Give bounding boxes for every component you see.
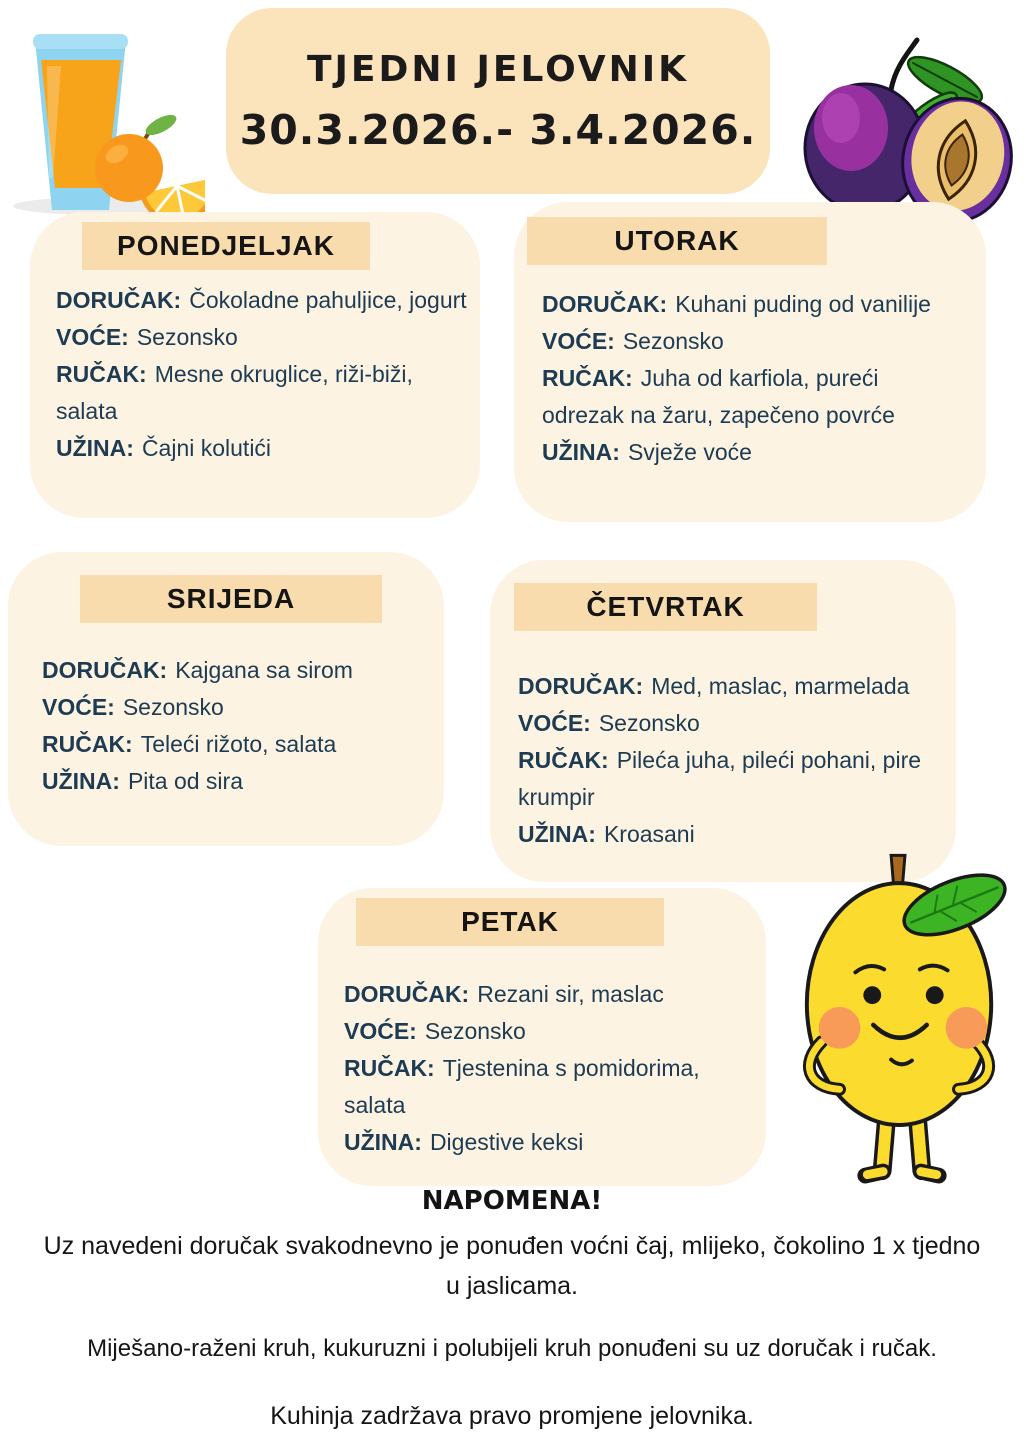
meal-value: Čajni kolutići <box>141 435 272 461</box>
day-card-ponedjeljak <box>30 212 480 518</box>
lemon-character-icon <box>788 832 1016 1192</box>
meal-value: Pita od sira <box>127 768 243 794</box>
day-header-petak <box>356 898 664 946</box>
meal-row <box>42 726 422 763</box>
meal-label: RUČAK: <box>518 747 609 773</box>
meal-label: RUČAK: <box>42 731 133 757</box>
meal-label: UŽINA: <box>518 821 596 847</box>
meal-label: UŽINA: <box>56 435 134 461</box>
meal-row <box>56 356 476 430</box>
day-title: SRIJEDA <box>166 583 296 614</box>
day-title: PONEDJELJAK <box>117 230 335 261</box>
meal-row <box>344 1050 744 1124</box>
day-menu-srijeda <box>42 652 422 800</box>
meal-value: Kroasani <box>603 821 695 847</box>
meal-label: VOĆE: <box>42 694 115 720</box>
meal-row <box>542 360 952 434</box>
day-menu-cetvrtak <box>518 668 945 853</box>
meal-label: DORUČAK: <box>42 657 168 683</box>
meal-label: RUČAK: <box>344 1055 435 1081</box>
day-card-petak <box>318 888 766 1186</box>
day-header-ponedjeljak <box>82 222 370 270</box>
meal-row <box>42 689 422 726</box>
orange-juice-icon <box>5 18 205 218</box>
meal-label: VOĆE: <box>56 324 129 350</box>
meal-row <box>344 1013 744 1050</box>
meal-value: Kuhani puding od vanilije <box>675 291 931 317</box>
meal-label: UŽINA: <box>344 1129 422 1155</box>
date-range: 30.3.2026.- 3.4.2026. <box>239 105 757 154</box>
meal-value: Digestive keksi <box>429 1129 584 1155</box>
day-title: ČETVRTAK <box>586 591 745 622</box>
day-card-srijeda <box>8 552 444 846</box>
meal-row <box>56 282 476 319</box>
meal-label: RUČAK: <box>56 361 147 387</box>
meal-value: Sezonsko <box>622 328 724 354</box>
day-title: PETAK <box>461 906 559 937</box>
meal-label: DORUČAK: <box>56 287 182 313</box>
meal-label: UŽINA: <box>42 768 120 794</box>
meal-row <box>542 286 952 323</box>
meal-row <box>56 319 476 356</box>
meal-label: RUČAK: <box>542 365 633 391</box>
meal-value: Juha od karfiola, pureći odrezak na žaru, zapečeno povrće <box>542 365 895 428</box>
meal-row <box>542 323 952 360</box>
meal-value: Svježe voće <box>627 439 752 465</box>
meal-row <box>518 668 945 705</box>
meal-row <box>42 763 422 800</box>
day-menu-utorak <box>542 286 952 471</box>
meal-value: Mesne okruglice, riži-biži, salata <box>56 361 413 424</box>
meal-value: Tjestenina s pomidorima, salata <box>344 1055 700 1118</box>
day-menu-ponedjeljak <box>56 282 476 467</box>
meal-row <box>56 430 476 467</box>
note-paragraph-3: Kuhinja zadržava pravo promjene jelovnika. <box>270 1402 754 1430</box>
meal-label: VOĆE: <box>518 710 591 736</box>
day-title: UTORAK <box>614 225 740 256</box>
note-paragraph-1: Uz navedeni doručak svakodnevno je ponuđen voćni čaj, mlijeko, čokolino 1 x tjedno u jaslicama. <box>43 1232 981 1300</box>
meal-value: Čokoladne pahuljice, jogurt <box>189 287 467 313</box>
title-card <box>226 8 770 194</box>
meal-row <box>518 742 945 816</box>
meal-value: Rezani sir, maslac <box>477 981 664 1007</box>
day-header-srijeda <box>80 575 382 623</box>
meal-value: Med, maslac, marmelada <box>651 673 910 699</box>
orange-juice-illustration <box>5 18 205 218</box>
meal-value: Sezonsko <box>424 1018 526 1044</box>
meal-value: Kajgana sa sirom <box>175 657 353 683</box>
day-menu-petak <box>344 976 744 1161</box>
meal-row <box>518 705 945 742</box>
meal-label: DORUČAK: <box>518 673 644 699</box>
meal-row <box>42 652 422 689</box>
note-paragraph-2: Miješano-raženi kruh, kukuruzni i polubijeli kruh ponuđeni su uz doručak i ručak. <box>87 1335 937 1362</box>
day-header-cetvrtak <box>514 583 817 631</box>
meal-row <box>344 1124 744 1161</box>
meal-value: Sezonsko <box>136 324 238 350</box>
meal-label: UŽINA: <box>542 439 620 465</box>
note-heading: NAPOMENA! <box>421 1186 603 1216</box>
day-header-utorak <box>527 217 827 265</box>
day-card-utorak <box>514 202 986 522</box>
meal-label: DORUČAK: <box>542 291 668 317</box>
meal-label: DORUČAK: <box>344 981 470 1007</box>
lemon-character-illustration <box>788 832 1016 1192</box>
meal-label: VOĆE: <box>542 328 615 354</box>
meal-label: VOĆE: <box>344 1018 417 1044</box>
meal-value: Pileća juha, pileći pohani, pire krumpir <box>518 747 922 810</box>
meal-row <box>344 976 744 1013</box>
meal-row <box>542 434 952 471</box>
page-title: TJEDNI JELOVNIK <box>306 48 690 90</box>
meal-value: Sezonsko <box>122 694 224 720</box>
meal-value: Sezonsko <box>598 710 700 736</box>
meal-value: Teleći rižoto, salata <box>140 731 337 757</box>
